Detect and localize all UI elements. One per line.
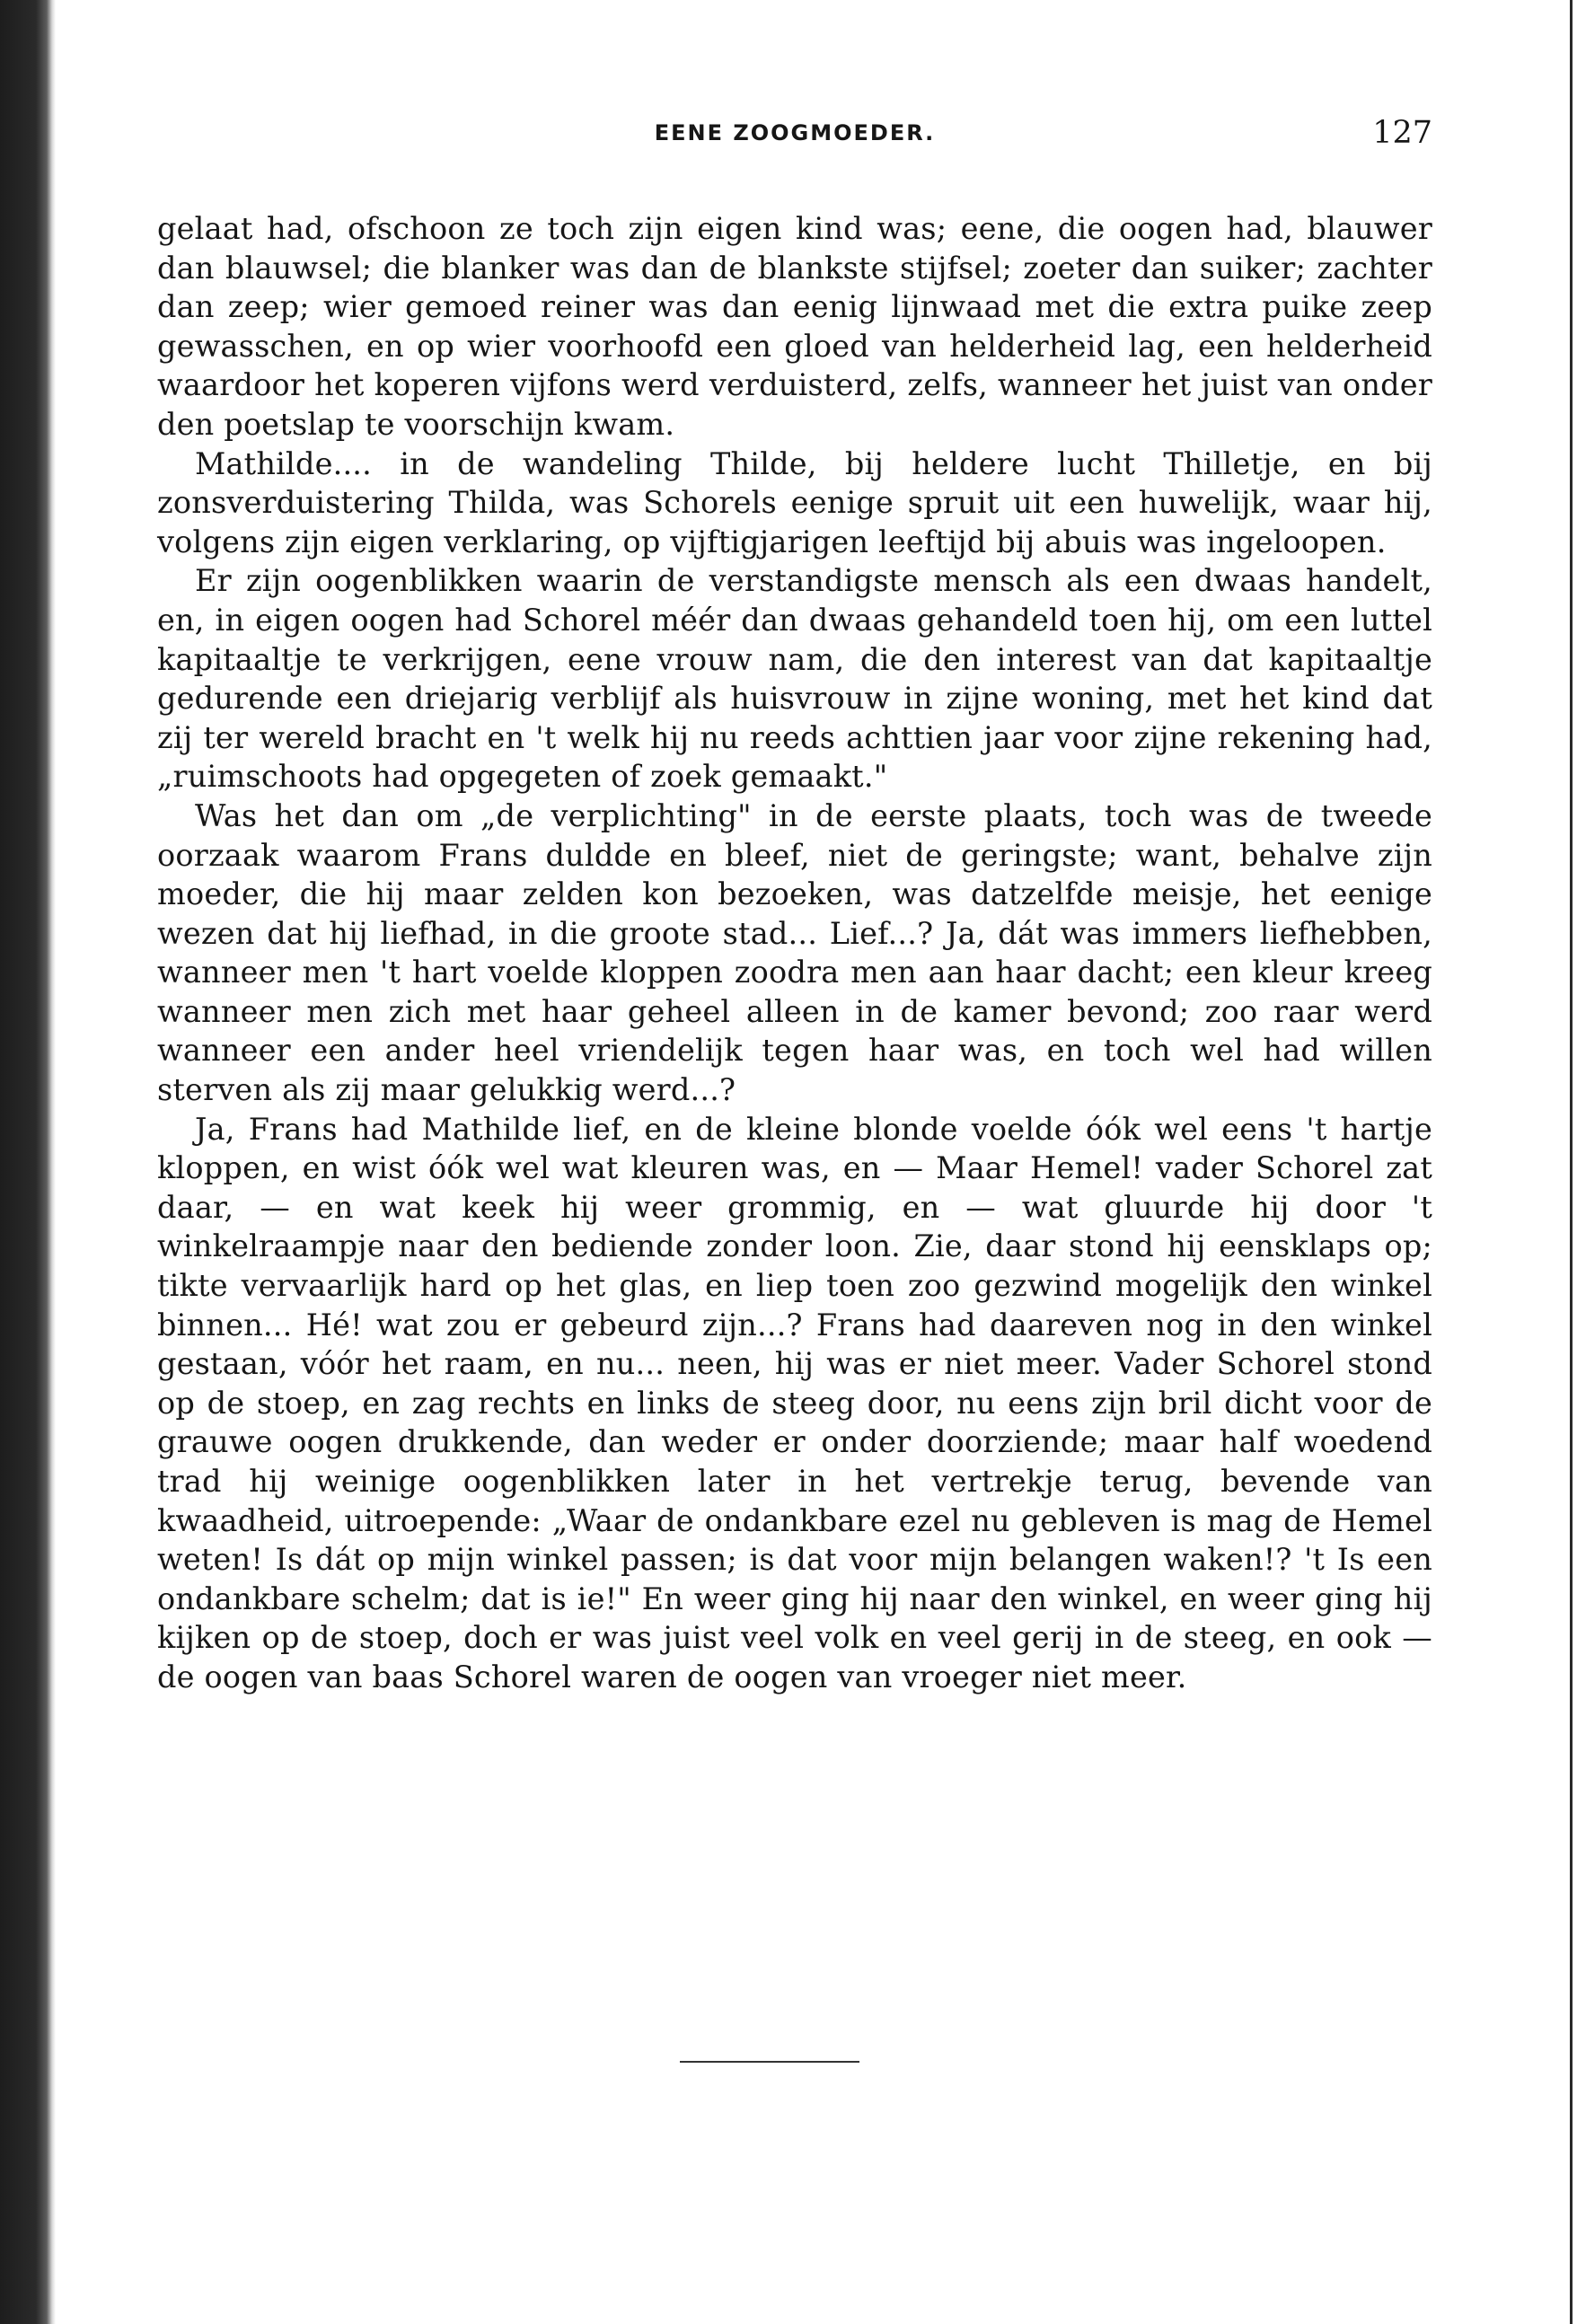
page-edge-line: [1570, 0, 1573, 2324]
section-end-rule: [680, 2061, 859, 2063]
page-header: [157, 113, 1432, 153]
page-number: 127: [1372, 115, 1432, 151]
paragraph: gelaat had, ofschoon ze toch zijn eigen kind was; eene, die oogen had, blauwer dan blauwsel; die blanker was dan de blankste stijfsel; zoeter dan suiker; zachter dan zeep; wier gemoed reiner was dan eenig lijnwaad met die extra puike zeep gewasschen, en op wier voorhoofd een gloed van helderheid lag, een helderheid waardoor het koperen vijfons werd verduisterd, zelfs, wanneer het juist van onder den poetslap te voorschijn kwam.: [157, 211, 1432, 442]
body-text: [157, 209, 1432, 1697]
paragraph: Ja, Frans had Mathilde lief, en de kleine blonde voelde óók wel eens 't hartje kloppen, en wist óók wel wat kleuren was, en — Maar Hemel! vader Schorel zat daar, — en wat keek hij weer grommig, en — wat gluurde hij door 't winkelraampje naar den bediende zonder loon. Zie, daar stond hij eensklaps op; tikte vervaarlijk hard op het glas, en liep toen zoo gezwind mogelijk den winkel binnen... Hé! wat zou er gebeurd zijn...? Frans had daareven nog in den winkel gestaan, vóór het raam, en nu... neen, hij was er niet meer. Vader Schorel stond op de stoep, en zag rechts en links de steeg door, nu eens zijn bril dicht voor de grauwe oogen drukkende, dan weder er onder doorziende; maar half woedend trad hij weinige oogenblikken later in het vertrekje terug, bevende van kwaadheid, uitroepende: „Waar de ondankbare ezel nu gebleven is mag de Hemel weten! Is dát op mijn winkel passen; is dat voor mijn belangen waken!? 't Is een ondankbare schelm; dat is ie!" En weer ging hij naar den winkel, en weer ging hij kijken op de stoep, doch er was juist veel volk en veel gerij in de steeg, en ook — de oogen van baas Schorel waren de oogen van vroeger niet meer.: [157, 1111, 1432, 1695]
book-spine-shadow: [0, 0, 56, 2324]
paragraph: Mathilde.... in de wandeling Thilde, bij heldere lucht Thilletje, en bij zonsverduistering Thilda, was Schorels eenige spruit uit een huwelijk, waar hij, volgens zijn eigen verklaring, op vijftigjarigen leeftijd bij abuis was ingeloopen.: [157, 445, 1432, 559]
paragraph: Was het dan om „de verplichting" in de eerste plaats, toch was de tweede oorzaak waarom Frans duldde en bleef, niet de geringste; want, behalve zijn moeder, die hij maar zelden kon bezoeken, was datzelfde meisje, het eenige wezen dat hij liefhad, in die groote stad... Lief...? Ja, dát was immers liefhebben, wanneer men 't hart voelde kloppen zoodra men aan haar dacht; een kleur kreeg wanneer men zich met haar geheel alleen in de kamer bevond; zoo raar werd wanneer een ander heel vriendelijk tegen haar was, en toch wel had willen sterven als zij maar gelukkig werd...?: [157, 797, 1432, 1108]
running-head: EENE ZOOGMOEDER.: [654, 120, 936, 145]
paragraph: Er zijn oogenblikken waarin de verstandigste mensch als een dwaas handelt, en, in eigen oogen had Schorel méér dan dwaas gehandeld toen hij, om een luttel kapitaaltje te verkrijgen, eene vrouw nam, die den interest van dat kapitaaltje gedurende een driejarig verblijf als huisvrouw in zijne woning, met het kind dat zij ter wereld bracht en 't welk hij nu reeds achttien jaar voor zijne rekening had, „ruimschoots had opgegeten of zoek gemaakt.": [157, 563, 1432, 795]
